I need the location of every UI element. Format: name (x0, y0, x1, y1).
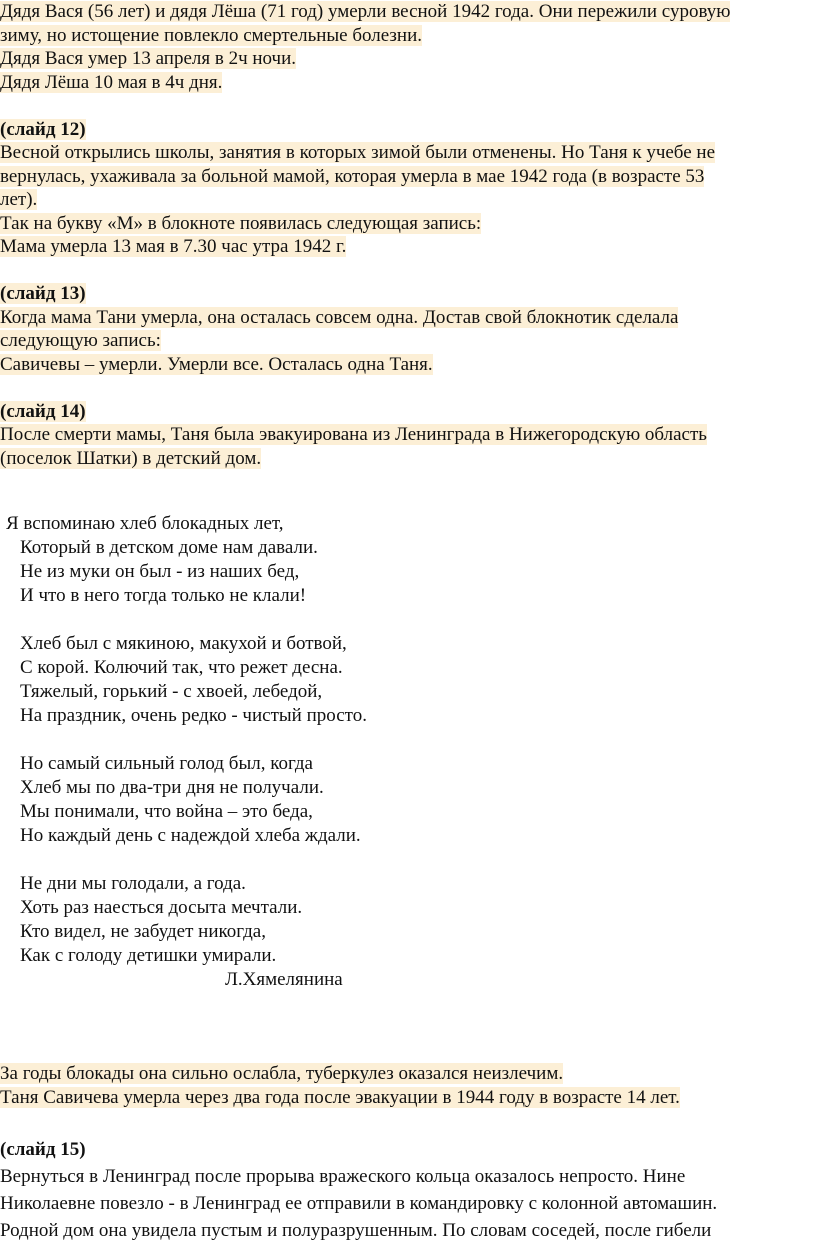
poem-line: Мы понимали, что война – это беда, (20, 801, 313, 822)
text-line: следующую запись: (0, 330, 161, 351)
slide-12-section (0, 118, 816, 259)
poem-line: Не из муки он был - из наших бед, (20, 561, 300, 582)
poem-line: Как с голоду детишки умирали. (20, 945, 277, 966)
poem-line: Кто видел, не забудет никогда, (20, 921, 266, 942)
text-line: Родной дом она увидела пустым и полуразрушенным. По словам соседей, после гибели (0, 1220, 712, 1241)
poem (6, 512, 780, 992)
slide-heading: (слайд 14) (0, 400, 86, 422)
text-line: После смерти мамы, Таня была эвакуирована из Ленинграда в Нижегородскую область (0, 424, 707, 445)
text-line: (поселок Шатки) в детский дом. (0, 447, 262, 469)
poem-line: Не дни мы голодали, а года. (20, 873, 246, 894)
document-page (0, 0, 816, 470)
text-line: вернулась, ухаживала за больной мамой, которая умерла в мае 1942 года (в возрасте 53 (0, 165, 705, 187)
text-line: Весной открылись школы, занятия в которых зимой были отменены. Но Таня к учебе не (0, 142, 716, 163)
slide-heading: (слайд 15) (0, 1139, 86, 1160)
text-line: лет). (0, 189, 38, 210)
slide-13-section (0, 282, 816, 376)
poem-line: Хоть раз наесться досыта мечтали. (20, 897, 303, 918)
poem-line: Но самый сильный голод был, когда (20, 753, 313, 774)
text-line: зиму, но истощение повлекло смертельные болезни. (0, 24, 423, 46)
text-line: Дядя Вася (56 лет) и дядя Лёша (71 год) умерли весной 1942 года. Они пережили суровую (0, 1, 731, 22)
poem-line: Но каждый день с надеждой хлеба ждали. (20, 825, 361, 846)
intro-paragraph (0, 0, 816, 94)
text-line: Так на букву «М» в блокноте появилась следующая запись: (0, 212, 482, 234)
closing-paragraph (0, 1062, 816, 1109)
poem-line: Который в детском доме нам давали. (20, 537, 318, 558)
text-line: Савичевы – умерли. Умерли все. Осталась одна Таня. (0, 353, 433, 375)
text-line: Таня Савичева умерла через два года после эвакуации в 1944 году в возрасте 14 лет. (0, 1086, 680, 1108)
slide-15-section (0, 1136, 816, 1244)
poem-line: Хлеб был с мякиною, макухой и ботвой, (20, 633, 347, 654)
poem-line: И что в него тогда только не клали! (20, 585, 307, 606)
text-line: Дядя Лёша 10 мая в 4ч дня. (0, 71, 223, 93)
slide-heading: (слайд 13) (0, 283, 86, 304)
slide-heading: (слайд 12) (0, 118, 86, 140)
slide-14-section (0, 400, 816, 471)
poem-line: На праздник, очень редко - чистый просто. (20, 705, 367, 726)
poem-line: Я вспоминаю хлеб блокадных лет, (6, 513, 284, 534)
text-line: Когда мама Тани умерла, она осталась совсем одна. Достав свой блокнотик сделала (0, 306, 679, 328)
text-line: Мама умерла 13 мая в 7.30 час утра 1942 г. (0, 236, 347, 257)
poem-author: Л.Хямелянина (225, 969, 343, 990)
poem-line: С корой. Колючий так, что режет десна. (20, 657, 343, 678)
text-line: За годы блокады она сильно ослабла, туберкулез оказался неизлечим. (0, 1063, 564, 1084)
poem-line: Тяжелый, горький - с хвоей, лебедой, (20, 681, 323, 702)
poem-line: Хлеб мы по два-три дня не получали. (20, 777, 324, 798)
text-line: Дядя Вася умер 13 апреля в 2ч ночи. (0, 48, 297, 69)
text-line: Вернуться в Ленинград после прорыва вражеского кольца оказалось непросто. Нине (0, 1166, 686, 1187)
text-line: Николаевне повезло - в Ленинград ее отправили в командировку с колонной автомашин. (0, 1193, 718, 1214)
